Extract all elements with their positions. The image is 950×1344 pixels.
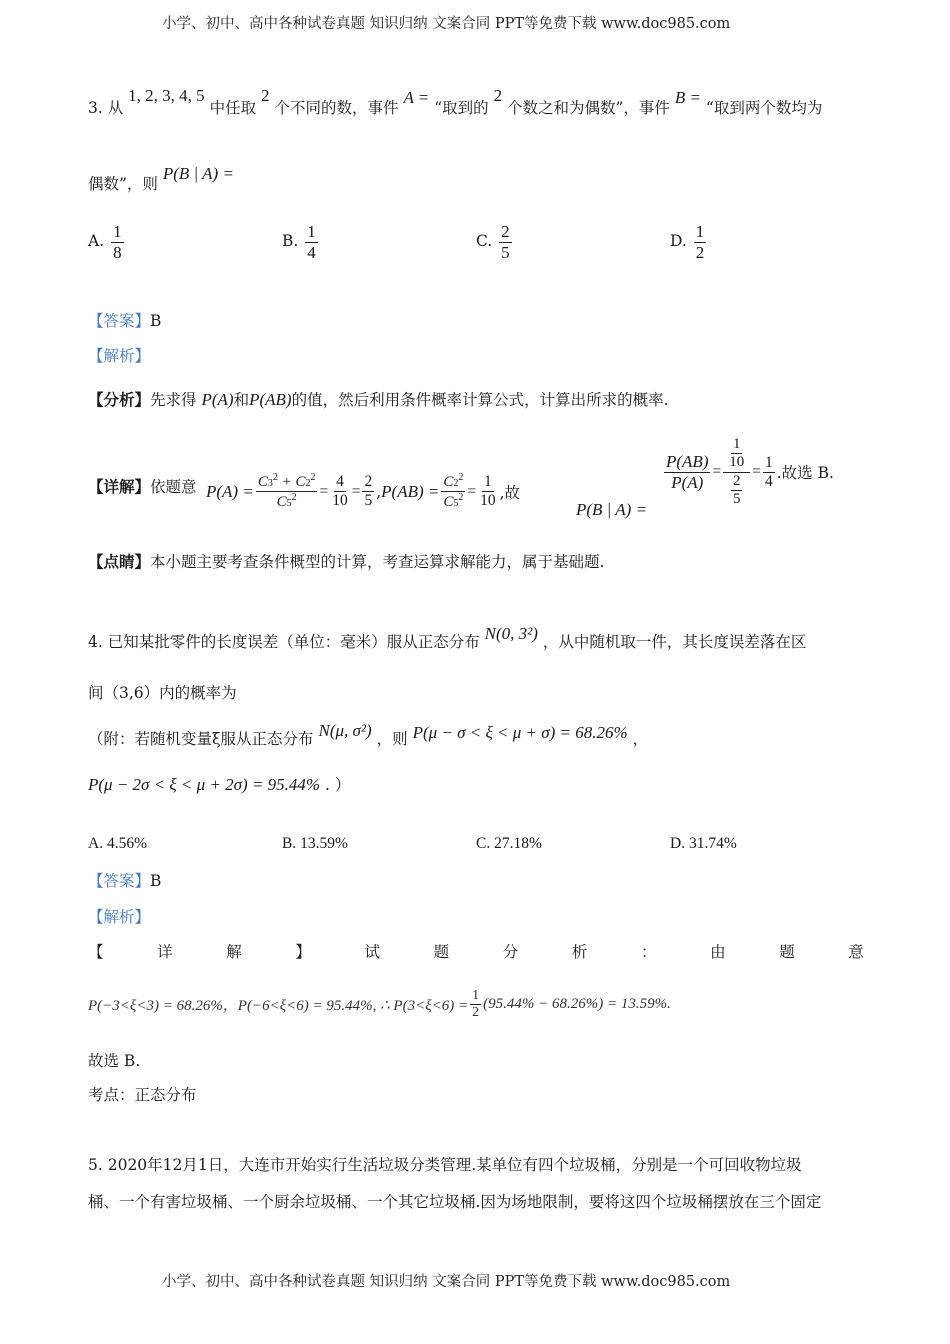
q3-set: 1, 2, 3, 4, 5 (128, 86, 205, 105)
page-header: 小学、初中、高中各种试卷真题 知识归纳 文案合同 PPT等免费下载 www.doc985.com (162, 16, 731, 32)
q3-mid1: 中任取 (209, 99, 257, 117)
q3-mid2: 个不同的数，事件 (274, 99, 399, 117)
q3-option-c: C. $\frac{2}{5}$ (476, 222, 510, 262)
q4-kaodian: 考点：正态分布 (88, 1086, 197, 1104)
q4-stem-line2: 间（3,6）内的概率为 (88, 684, 237, 702)
q3-ask: P(B | A) = (162, 164, 234, 183)
q4-option-d: D. 31.74% (670, 835, 737, 852)
q3-event-b: B = (674, 88, 701, 107)
q4-option-c: C. 27.18% (476, 835, 542, 852)
q3-two: 2 (261, 86, 270, 105)
q3-detail-label: 【详解】依题意 (88, 477, 197, 496)
q3-text-a1: “取到的 (434, 99, 489, 117)
q3-pba: P(B | A) = (576, 500, 648, 519)
q4-choose: 故选 B. (88, 1052, 141, 1070)
q4-option-a: A. 4.56% (88, 835, 147, 852)
q3-event-a: A = (403, 88, 430, 107)
q3-detail-formula: P(A) = $\frac{C3^2 + C2^2}{C5^2}$ = $\frac{4}{10}$ = $\frac{2}{5}$ , P(AB) = $\frac{C2^2}{C5^2}$ = $\frac{1}{10}$ ,故 (206, 472, 521, 511)
q5-line2: 桶、一个有害垃圾桶、一个厨余垃圾桶、一个其它垃圾桶.因为场地限制，要将这四个垃圾桶摆放在三个固定 (88, 1193, 822, 1211)
q4-detail-spread: 【 详 解 】 试 题 分 析 ： 由 题 意 (88, 943, 864, 961)
q3-option-b: B. $\frac{1}{4}$ (282, 222, 316, 262)
q4-option-b: B. 13.59% (282, 835, 348, 852)
q3-line2: 偶数”，则 (88, 175, 158, 193)
q3-text-b: “取到两个数均为 (705, 99, 823, 117)
q3-fenxi: 【分析】先求得 P(A)和P(AB)的值，然后利用条件概率计算公式，计算出所求的概率. (88, 390, 669, 409)
q3-prefix: 3. 从 (88, 99, 124, 117)
q4-note-line2: P(μ − 2σ < ξ < μ + 2σ) = 95.44% . ） (88, 775, 351, 794)
q3-ratio-formula: $\frac{P(AB)}{P(A)}$ = $\frac{\frac{1}{10}}{\frac{2}{5}}$ = $\frac{1}{4}$ .故选 B. (666, 436, 834, 507)
q3-stem-line1 (88, 86, 823, 118)
q3-two-2: 2 (493, 86, 503, 105)
q3-text-a2: 个数之和为偶数”，事件 (507, 99, 670, 117)
q4-analysis-tag: 【解析】 (88, 908, 151, 926)
q5-line1: 5. 2020年12月1日，大连市开始实行生活垃圾分类管理.某单位有四个垃圾桶，分别是一个可回收物垃圾 (88, 1156, 802, 1174)
q4-answer: 【答案】B (88, 872, 162, 890)
q3-answer: 【答案】B (88, 312, 162, 330)
q3-option-d: D. $\frac{1}{2}$ (670, 222, 705, 262)
q4-dist: N(0, 3²) (484, 624, 538, 643)
q3-analysis-tag: 【解析】 (88, 347, 151, 365)
q4-note: （附：若随机变量ξ服从正态分布 N(μ, σ²) ，则 P(μ − σ < ξ < μ + σ) = 68.26% ， (88, 721, 649, 748)
q4-calc: P(−3<ξ<3) = 68.26%，P(−6<ξ<6) = 95.44%, ∴ P(3<ξ<6) = $\frac{1}{2}$ (95.44% − 68.26%) = 13.59%. (88, 988, 671, 1021)
q4-stem-line1: 4. 已知某批零件的长度误差（单位：毫米）服从正态分布 N(0, 3²) ，从中随机取一件，其长度误差落在区 (88, 624, 807, 651)
q3-dianjing: 【点睛】本小题主要考查条件概型的计算，考查运算求解能力，属于基础题. (88, 552, 605, 571)
q3-option-a: A. $\frac{1}{8}$ (88, 222, 122, 262)
page-footer: 小学、初中、高中各种试卷真题 知识归纳 文案合同 PPT等免费下载 www.doc985.com (162, 1274, 731, 1290)
q3-stem-line2 (88, 164, 234, 194)
